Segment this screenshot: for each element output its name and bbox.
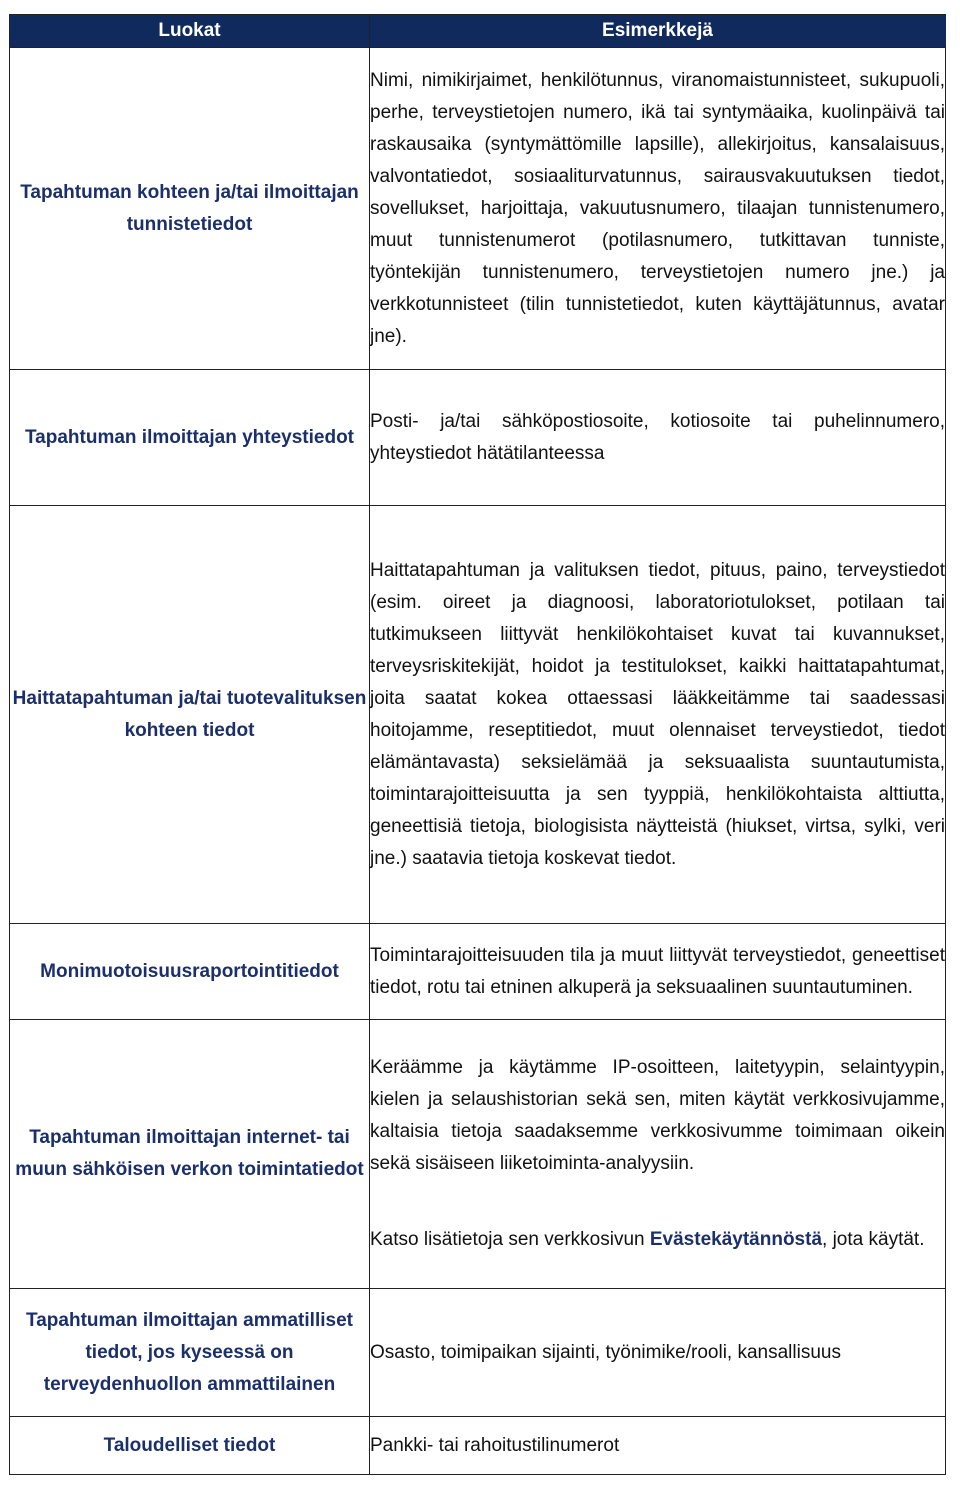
examples-cell <box>370 1020 946 1289</box>
category-cell: Monimuotoisuusraportointitiedot <box>10 924 370 1020</box>
examples-text: Keräämme ja käytämme IP-osoitteen, laitetyypin, selaintyypin, kielen ja selaushistorian sekä sen, miten käytät verkkosivujamme, kaltaisia tietoja saadaksemme verkkosivumme toimimaan oikein sekä sisäiseen liiketoiminta-analyysiin. <box>370 1057 945 1174</box>
table-row <box>10 924 946 1020</box>
table-row <box>10 506 946 924</box>
cookie-note-before: Katso lisätietoja sen verkkosivun <box>370 1229 650 1250</box>
category-cell: Tapahtuman ilmoittajan ammatilliset tiedot, jos kyseessä on terveydenhuollon ammattilainen <box>10 1289 370 1417</box>
table-row <box>10 48 946 370</box>
cookie-policy-link[interactable]: Evästekäytännöstä <box>649 1229 823 1250</box>
examples-cell: Toimintarajoitteisuuden tila ja muut liittyvät terveystiedot, geneettiset tiedot, rotu tai etninen alkuperä ja seksuaalinen suuntautuminen. <box>370 924 946 1020</box>
table-row <box>10 1289 946 1417</box>
examples-cell: Nimi, nimikirjaimet, henkilötunnus, viranomaistunnisteet, sukupuoli, perhe, terveystietojen numero, ikä tai syntymäaika, kuolinpäivä tai raskausaika (syntymättömille lapsille), allekirjoitus, kansalaisuus, valvontatiedot, sosiaaliturvatunnus, sairausvakuutuksen tiedot, sovellukset, harjoittaja, vakuutusnumero, tilaajan tunnistenumero, muut tunnistenumerot (potilasnumero, tutkittavan tunniste, työntekijän tunnistenumero, terveystietojen numero jne.) ja verkkotunnisteet (tilin tunnistetiedot, kuten käyttäjätunnus, avatar jne). <box>370 48 946 370</box>
examples-cell: Haittatapahtuman ja valituksen tiedot, pituus, paino, terveystiedot (esim. oireet ja diagnoosi, laboratoriotulokset, potilaan tai tutkimukseen liittyvät henkilökohtaiset kuvat tai kuvannukset, terveysriskitekijät, hoidot ja testitulokset, kaikki haittatapahtumat, joita saatat kokea ottaessasi lääkkeitämme tai saadessasi hoitojamme, reseptitiedot, muut olennaiset terveystiedot, tiedot elämäntavasta) seksielämää ja seksuaalista suuntautumista, toimintarajoitteisuutta ja sen tyyppiä, henkilökohtaista alttiutta, geneettisiä tietoja, biologisista näytteistä (hiukset, virtsa, sylki, veri jne.) saatavia tietoja koskevat tiedot. <box>370 506 946 924</box>
categories-table <box>9 14 946 1475</box>
cookie-note <box>370 1224 945 1256</box>
examples-cell: Pankki- tai rahoitustilinumerot <box>370 1417 946 1475</box>
examples-cell: Osasto, toimipaikan sijainti, työnimike/rooli, kansallisuus <box>370 1289 946 1417</box>
cookie-note-after: , jota käytät. <box>822 1229 925 1250</box>
category-cell: Tapahtuman kohteen ja/tai ilmoittajan tunnistetiedot <box>10 48 370 370</box>
category-cell: Tapahtuman ilmoittajan internet- tai muun sähköisen verkon toimintatiedot <box>10 1020 370 1289</box>
examples-cell: Posti- ja/tai sähköpostiosoite, kotiosoite tai puhelinnumero, yhteystiedot hätätilanteessa <box>370 370 946 506</box>
category-cell: Taloudelliset tiedot <box>10 1417 370 1475</box>
table-row <box>10 1020 946 1289</box>
category-cell: Haittatapahtuman ja/tai tuotevalituksen kohteen tiedot <box>10 506 370 924</box>
table-row <box>10 370 946 506</box>
table-header-row <box>10 15 946 48</box>
table-row <box>10 1417 946 1475</box>
column-header-categories: Luokat <box>10 15 370 48</box>
category-cell: Tapahtuman ilmoittajan yhteystiedot <box>10 370 370 506</box>
column-header-examples: Esimerkkejä <box>370 15 946 48</box>
